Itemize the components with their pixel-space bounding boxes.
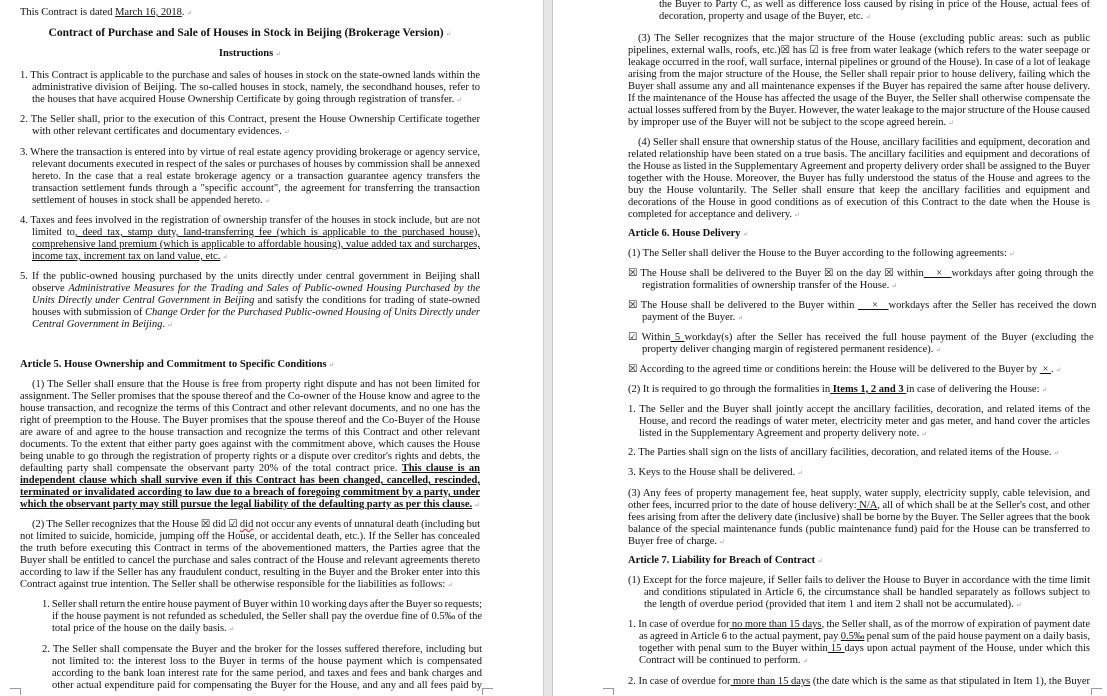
text-line xyxy=(628,45,1090,57)
text-line xyxy=(628,332,1094,344)
text-line xyxy=(628,117,1090,129)
text-line xyxy=(20,543,480,555)
article-5-clause-2 xyxy=(20,519,480,591)
text-line xyxy=(628,467,1090,479)
text-run: (3) Any fees of property management fee, heat supply, water supply, electricity supply, cable television, and xyxy=(628,488,1090,499)
text-run: Instructions xyxy=(218,48,274,59)
text-run: which the observant party may still pursue the legal liability of the defaulting party as per this clause. xyxy=(20,499,473,510)
text-line xyxy=(20,215,480,227)
text-run: actual losses suffered from by the Buyer. However, the water leakage to the major structure of the House caused xyxy=(628,105,1090,116)
text-line xyxy=(628,185,1090,197)
text-line xyxy=(628,631,1090,643)
text-run: If the maintenance of the House has affected the usage of the Buyer, the Seller shall otherwise compensate the xyxy=(628,93,1090,104)
text-line xyxy=(628,197,1090,209)
text-run: . xyxy=(1050,364,1054,375)
text-run: leakage occurred in the roof, wall surface, internal pipelines or ground of the House). In case of a lot of leakage xyxy=(628,57,1090,68)
article-5-clause-3 xyxy=(628,33,1090,129)
text-line xyxy=(20,114,480,126)
text-run: house transaction, and recognize the terms of this Contract and other relevant documents, and no one has the xyxy=(20,403,480,414)
text-line xyxy=(20,94,480,106)
text-line xyxy=(0,27,500,39)
text-run: March 16, 2018 xyxy=(115,7,182,18)
text-run: the length of overdue period (provided that item 1 and item 2 shall not be accumulated). xyxy=(644,599,1014,610)
text-run: documents. To the extent that either party goes against with the commitment above, which causes the House xyxy=(20,439,480,450)
text-line xyxy=(628,447,1090,459)
text-run: not limited to: the interest loss to the Buyer in terms of the house payment which is compensated xyxy=(52,656,482,667)
text-run: decorations of the House in good conditions as of execution of this Contract to the date when the House is xyxy=(628,197,1090,208)
text-run: as agreed in Article 6 to the actual payment, pay xyxy=(639,631,841,642)
text-run: assignment. The Seller promises that the spouse thereof and the Co-owner of the House know and agree to the xyxy=(20,391,480,402)
text-line xyxy=(628,248,1090,260)
text-line xyxy=(628,587,1090,599)
text-run: 1. In case of overdue for xyxy=(628,619,730,630)
page-corner-mark xyxy=(603,688,614,695)
text-line xyxy=(628,619,1090,631)
text-run: (1) Except for the force majeure, if Seller fails to deliver the House to Buyer in accordance with the time limit xyxy=(628,575,1090,586)
text-line xyxy=(628,404,1090,416)
text-line xyxy=(628,57,1090,69)
text-line xyxy=(42,623,482,635)
text-run: by improper use of the Buyer will not be subject to the scope agreed herein. xyxy=(628,117,947,128)
text-run: limited to xyxy=(32,227,75,238)
text-run: independent clause which shall survive even if this Contract has been changed, cancelled, rescinded, xyxy=(20,475,480,486)
text-run: hereto. In the case that a real estate brokerage agency or a transaction guarantee agency transfers the xyxy=(32,171,480,182)
text-run: more than 15 days xyxy=(730,676,811,687)
text-run: , all of which shall be at the Seller's cost, and other xyxy=(877,500,1090,511)
contract-date xyxy=(20,7,320,19)
text-run: 2. In case of overdue for xyxy=(628,676,731,687)
text-line xyxy=(628,228,1090,240)
text-run: buy the House voluntarily. The Seller shall ensure that keep the ancillary facilities and equipment and xyxy=(628,185,1090,196)
page-corner-mark xyxy=(1091,688,1102,695)
text-run: fees arising from after the delivery date (inclusive) shall be borne by the Buyer. The Seller agrees that the book xyxy=(628,512,1090,523)
text-line xyxy=(628,655,1090,667)
text-run: and satisfy the conditions for trading of state-owned xyxy=(254,295,480,306)
text-run: being unable to go through the registration of property rights or a dispute over creditor's rights and debts, the xyxy=(20,451,480,462)
text-run: N/A xyxy=(856,500,878,511)
text-run: defaulting party shall compensate the observant party 20% of the total contract price. xyxy=(20,463,402,474)
text-run: did xyxy=(239,519,254,530)
text-run: registration formalities of ownership transfer of the House. xyxy=(642,280,890,291)
article-6-clause-3 xyxy=(628,488,1090,548)
text-run: (2) The Seller recognizes that the House ☒ did ☑ xyxy=(32,519,240,530)
text-run: ☒ The House shall be delivered to the Buyer within xyxy=(628,300,858,311)
text-run: 1. The Seller and the Buyer shall jointly accept the ancillary facilities, decoration, and related items of the xyxy=(628,404,1090,415)
text-line xyxy=(20,475,480,487)
text-line xyxy=(20,487,480,499)
text-line xyxy=(42,680,482,692)
text-run: 0.5‰ xyxy=(840,631,865,642)
article-6-clause-2 xyxy=(628,384,1090,396)
delivery-formality-1 xyxy=(628,404,1090,440)
text-run: houses with submission of xyxy=(32,307,145,318)
delivery-option-4 xyxy=(628,364,1090,376)
text-run: not limited to suicide, homicide, jumping off the House, or accidental death, etc.). If the Seller has concealed xyxy=(20,531,480,542)
text-run: administrative division of Beijing. The so-called houses in stock, namely, the secondhand houses, refer to xyxy=(32,82,480,93)
text-run: balance of the special maintenance funds (public maintenance fund) paid for the House can be transferred to xyxy=(628,524,1090,535)
text-run: 2. The Seller shall compensate the Buyer and the broker for the losses suffered therefore, including but xyxy=(42,644,482,655)
article-7-heading xyxy=(628,555,1090,567)
article-5-clause-4 xyxy=(628,137,1090,221)
text-line xyxy=(628,280,1090,292)
document-page-right xyxy=(553,0,1107,696)
text-run: comprehensive land premium (which is applicable to affordable housing), value added tax and surcharges, xyxy=(32,239,480,250)
text-run: 5. If the public-owned housing purchased by the units directly under central government in Beijing shall xyxy=(20,271,480,282)
instruction-item-4 xyxy=(20,215,480,263)
text-run: Change Order for the Purchased Public-owned Housing of Units Directly under xyxy=(144,307,480,318)
text-line xyxy=(20,359,480,371)
text-run: , the Seller shall, as of the morrow of expiration of payment date xyxy=(821,619,1091,630)
text-line xyxy=(20,379,480,391)
text-run: other actual expenditure paid for compensating the Buyer for the House, and any and all fees paid by xyxy=(52,680,482,691)
text-run: together with penal sum to the Buyer within xyxy=(639,643,828,654)
text-line xyxy=(628,488,1090,500)
text-line xyxy=(628,93,1090,105)
text-line xyxy=(20,251,480,263)
text-run: Units Directly under Central Government in Beijing xyxy=(32,295,255,306)
text-run: Article 5. House Ownership and Commitment to Specific Conditions xyxy=(20,359,327,370)
text-line xyxy=(20,239,480,251)
liability-item-2-continued xyxy=(659,0,1090,23)
text-run: the House as listed in the Supplementary Agreement and property delivery order shall be assigned to the Buyer xyxy=(628,161,1090,172)
text-run: (3) The Seller recognizes that the major structure of the House (excluding public areas: such as public xyxy=(638,33,1090,44)
text-run: the houses that have acquired House Ownership Certificate by going through registration of transfer. xyxy=(32,94,455,105)
text-run: workday(s) after the Seller has received the full house payment of the Buyer (excluding the xyxy=(684,332,1094,343)
text-run: (2) It is required to go through the formalities in xyxy=(628,384,831,395)
text-run: 1. Seller shall return the entire house payment of Buyer within 10 working days after the Buyer so requests; xyxy=(42,599,482,610)
text-line xyxy=(628,149,1090,161)
text-line xyxy=(20,555,480,567)
text-line xyxy=(20,531,480,543)
text-line xyxy=(20,70,480,82)
text-line xyxy=(20,391,480,403)
text-run: 2. The Parties shall sign on the lists of ancillary facilities, decoration, and related items of the House. xyxy=(628,447,1052,458)
text-line xyxy=(628,512,1090,524)
liability-item-2 xyxy=(42,644,482,692)
text-line xyxy=(628,364,1090,376)
text-line xyxy=(20,451,480,463)
text-line xyxy=(628,384,1090,396)
article-5-heading xyxy=(20,359,480,371)
text-line xyxy=(628,33,1090,45)
text-run: are aware of and agree to the house transaction and recognize the terms of this Contract and other relevant xyxy=(20,427,480,438)
text-line xyxy=(42,599,482,611)
text-line xyxy=(20,463,480,475)
text-line xyxy=(628,209,1090,221)
page-corner-mark xyxy=(10,688,21,695)
liability-item-1 xyxy=(42,599,482,635)
text-run: × xyxy=(857,300,889,311)
text-run: arising from the major structure of the House, the Seller shall repair prior to house delivery, failing which the xyxy=(628,69,1090,80)
text-line xyxy=(20,159,480,171)
text-run: 15 xyxy=(827,643,845,654)
text-run: . xyxy=(181,7,185,18)
text-line xyxy=(628,555,1090,567)
text-line xyxy=(628,428,1090,440)
text-run: ☑ Within xyxy=(628,332,671,343)
text-run: 1. This Contract is applicable to the purchase and sales of houses in stock on the state-owned lands within the xyxy=(20,70,480,81)
text-run: right of preemption to the House. The Buyer promises that the spouse thereof and the Co-Buyer of the House xyxy=(20,415,480,426)
article-5-clause-1 xyxy=(20,379,480,511)
text-line xyxy=(20,403,480,415)
article-6-heading xyxy=(628,228,1090,240)
text-run: This Contract is dated xyxy=(20,7,116,18)
text-run: Buyer shall assume any and all maintenance expenses if the Buyer has repaired the same after house delivery. xyxy=(628,81,1090,92)
text-run: property deliver changing margin of registered permanent residence). xyxy=(642,344,934,355)
text-line xyxy=(20,439,480,451)
text-line xyxy=(42,644,482,656)
text-run: × xyxy=(923,268,952,279)
text-run: ☒ According to the agreed time or conditions herein: the House will be delivered to the Buyer by xyxy=(628,364,1040,375)
text-run: pipelines, external walls, roofs, etc.)☒ has ☑ is free from water leakage (which refers to the water seepage or xyxy=(628,45,1090,56)
delivery-option-2 xyxy=(628,300,1097,324)
text-run: according to the bank loan interest rate for the same period, and taxes and fees and bank charges and xyxy=(52,668,482,679)
overdue-item-1 xyxy=(628,619,1090,667)
delivery-option-3 xyxy=(628,332,1094,356)
delivery-option-1 xyxy=(628,268,1094,292)
page-gutter xyxy=(543,0,553,696)
text-line xyxy=(20,579,480,591)
text-line xyxy=(20,183,480,195)
text-line xyxy=(20,499,480,511)
text-line xyxy=(659,0,1090,11)
delivery-formality-3 xyxy=(628,467,1090,479)
text-run: 3. Keys to the House shall be delivered. xyxy=(628,467,796,478)
text-run: listed in the Supplementary Agreement and property delivery note. xyxy=(639,428,920,439)
text-line xyxy=(628,500,1090,512)
text-run: (the date which is the same as that stipulated in Item 1), the Buyer xyxy=(810,676,1091,687)
text-run: workdays after the Seller has received the down xyxy=(888,300,1097,311)
text-line xyxy=(628,69,1090,81)
text-run: 4. Taxes and fees involved in the registration of ownership transfer of the houses in stock include, but are not xyxy=(20,215,480,226)
text-run: 5 xyxy=(670,332,685,343)
text-run: in case of delivering the House: xyxy=(906,384,1040,395)
text-line xyxy=(628,173,1090,185)
text-run: , deed tax, stamp duty, land-transferring fee (which is applicable to the purchased house), xyxy=(74,227,480,238)
text-run: days upon actual payment of the House, under which this xyxy=(844,643,1091,654)
text-run: 2. The Seller shall, prior to the execution of this Contract, present the House Ownership Certificate together xyxy=(20,114,480,125)
text-run: workdays after going through the xyxy=(951,268,1094,279)
text-line xyxy=(20,195,480,207)
text-line xyxy=(42,668,482,680)
text-run: Administrative Measures for the Trading and Sales of Public-owned Housing Purchased by the xyxy=(68,283,480,294)
text-run: income tax, increment tax on land value, etc. xyxy=(32,251,221,262)
text-run: (4) Seller shall ensure that ownership status of the House, ancillary facilities and equipment, decoration and xyxy=(638,137,1090,148)
text-run: completed for acceptance and delivery. xyxy=(628,209,793,220)
text-line xyxy=(628,524,1090,536)
text-run: observe xyxy=(32,283,69,294)
text-line xyxy=(20,126,480,138)
text-run: related relationship have been stated on a true basis. The ancillary facilities and equipment and decorations of xyxy=(628,149,1090,160)
text-line xyxy=(20,283,480,295)
text-run: if the house payment is not refunded as scheduled, the Seller shall pay the overdue fine of 0.5‰ of the xyxy=(52,611,482,622)
text-run: no more than 15 days xyxy=(729,619,822,630)
text-run: relevant documents executed in respect of the sales or purchases of houses by commission shall be annexed xyxy=(32,159,480,170)
text-run: Buyer shall be entitled to cancel the purchase and sales contract of the House and relevant agreements thereto xyxy=(20,555,480,566)
text-run: according to law if the Seller has any fraudulent conduct, resulting in the Buyer and the Broker enter into this xyxy=(20,567,480,578)
text-run: settlement of houses in stock shall be appended hereto. xyxy=(32,195,263,206)
text-run: the truth before executing this Contract in terms of the abovementioned matters, the Parties agree that the xyxy=(20,543,480,554)
text-run: House, and record the readings of water meter, electricity meter and gas meter, and hand cover the articles xyxy=(639,416,1090,427)
text-run: Article 7. Liability for Breach of Contract xyxy=(628,555,816,566)
text-run: total price of the house on the daily basis. xyxy=(52,623,227,634)
instruction-item-2 xyxy=(20,114,480,138)
text-run: ☒ The House shall be delivered to the Buyer ☒ on the day ☒ within xyxy=(628,268,924,279)
text-line xyxy=(0,48,500,60)
text-line xyxy=(20,427,480,439)
text-run: transaction settlement funds through a "specific account", the agreement for transferring the transaction xyxy=(32,183,480,194)
text-run: Article 6. House Delivery xyxy=(628,228,741,239)
instruction-item-3 xyxy=(20,147,480,207)
text-line xyxy=(20,271,480,283)
instructions-heading xyxy=(0,48,500,60)
text-run: and conditions stipulated in Article 6, the circumstance shall be handled separately as follows subject to xyxy=(644,587,1090,598)
delivery-formality-2 xyxy=(628,447,1090,459)
text-line xyxy=(20,82,480,94)
text-run: (1) The Seller shall ensure that the House is free from property right dispute and has not been limited for xyxy=(32,379,480,390)
text-run: Items 1, 2 and 3 xyxy=(830,384,907,395)
text-run: penal sum of the paid house payment on a daily basis, xyxy=(864,631,1090,642)
text-line xyxy=(20,519,480,531)
text-run: other fees, incurred prior to the date of house delivery: xyxy=(628,500,857,511)
text-line xyxy=(628,268,1094,280)
text-run: terminated or invalidated according to law due to a breach of foregoing commitment by a party, under xyxy=(20,487,480,498)
text-line xyxy=(628,676,1090,688)
text-line xyxy=(659,11,1090,23)
text-run: decoration, property and usage of the Buyer, etc. xyxy=(659,11,864,22)
text-line xyxy=(20,295,480,307)
text-run: not occur any events of unnatural death (including but xyxy=(253,519,481,530)
text-line xyxy=(628,312,1090,324)
article-7-clause-1 xyxy=(628,575,1090,611)
text-line xyxy=(42,656,482,668)
text-line xyxy=(42,611,482,623)
text-line xyxy=(20,567,480,579)
text-line xyxy=(628,137,1090,149)
text-run: payment of the Buyer. xyxy=(642,312,736,323)
contract-title xyxy=(0,27,500,39)
text-run: Buyer free of charge. xyxy=(628,536,718,547)
text-line xyxy=(628,161,1090,173)
text-run: Contract of Purchase and Sale of Houses in Stock in Beijing (Brokerage Version) xyxy=(48,27,444,39)
text-line xyxy=(628,643,1090,655)
text-run: 3. Where the transaction is entered into by virtue of real estate agency providing brokerage or agency service, xyxy=(20,147,480,158)
text-run: the Buyer to Party C, as well as difference loss caused by rising in price of the House, actual fees of xyxy=(659,0,1090,10)
text-line xyxy=(628,575,1090,587)
article-6-clause-1 xyxy=(628,248,1090,260)
text-line xyxy=(20,171,480,183)
page-corner-mark xyxy=(482,688,493,695)
instruction-item-1 xyxy=(20,70,480,106)
text-line xyxy=(628,105,1090,117)
text-line xyxy=(20,147,480,159)
text-run: with other relevant certificates and documentary evidences. xyxy=(32,126,282,137)
text-run: × xyxy=(1039,364,1051,375)
text-line xyxy=(20,227,480,239)
text-line xyxy=(20,319,480,331)
text-line xyxy=(628,599,1090,611)
text-run: Contract against true intention. The Seller shall be otherwise responsible for the liabilities as follows: xyxy=(20,579,446,590)
text-run: together with the House. Moreover, the Buyer has fully understood the status of the House and agrees to the xyxy=(628,173,1090,184)
text-run: Contract will be continued to perform. xyxy=(639,655,801,666)
overdue-item-2 xyxy=(628,676,1090,688)
text-run: This clause is an xyxy=(401,463,480,474)
text-line xyxy=(628,81,1090,93)
instruction-item-5 xyxy=(20,271,480,331)
document-page-left xyxy=(0,0,543,696)
text-run: Central Government in Beijing xyxy=(32,319,163,330)
text-run: . xyxy=(162,319,165,330)
text-line xyxy=(628,416,1090,428)
text-line xyxy=(20,307,480,319)
text-run: (1) The Seller shall deliver the House to the Buyer according to the following agreements: xyxy=(628,248,1007,259)
text-line xyxy=(628,344,1090,356)
text-line xyxy=(628,300,1097,312)
text-line xyxy=(20,7,320,19)
text-line xyxy=(20,415,480,427)
text-line xyxy=(628,536,1090,548)
